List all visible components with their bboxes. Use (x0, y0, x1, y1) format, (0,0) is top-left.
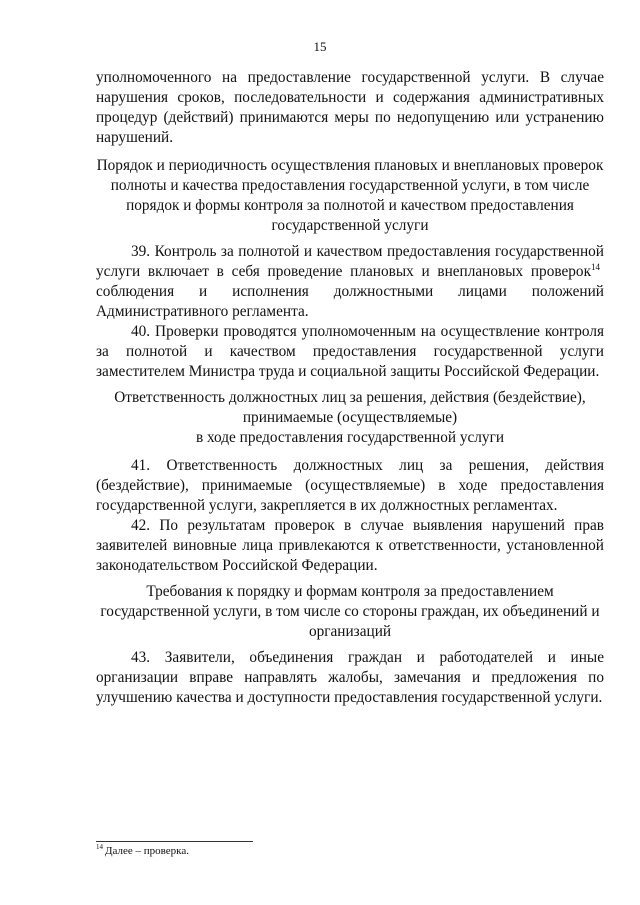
paragraph-40-line-1: 40. Проверки проводятся уполномоченным на осуществление контроля (131, 323, 604, 340)
paragraph-39-line-1: 39. Контроль за полнотой и качеством предоставления государственной (131, 243, 604, 260)
page-number: 15 (313, 39, 327, 54)
section-heading-1-line-4: государственной услуги (271, 217, 429, 234)
continuation-line-1: уполномоченного на предоставление государственной услуги. В случае (96, 69, 604, 86)
section-heading-1-line-3: порядок и формы контроля за полнотой и качеством предоставления (126, 197, 574, 214)
continuation-line-4: нарушений. (96, 129, 174, 146)
paragraph-40-line-2: за полнотой и качеством предоставления государственной услуги (96, 343, 604, 360)
footnote-mark: 14 (96, 843, 103, 851)
paragraph-42-line-2: заявителей виновные лица привлекаются к ответственности, установленной (96, 537, 604, 554)
footnote-separator (96, 841, 253, 842)
continuation-line-3: процедур (действий) принимаются меры по недопущению или устранению (96, 109, 604, 126)
paragraph-39-line-3: соблюдения и исполнения должностными лицами положений (96, 283, 604, 300)
section-heading-1-line-2: полноты и качества предоставления государственной услуги, в том числе (110, 177, 590, 194)
section-heading-3-line-1: Требования к порядку и формам контроля за предоставлением (146, 583, 554, 600)
paragraph-43-line-2: организации вправе направлять жалобы, замечания и предложения по (96, 669, 604, 686)
paragraph-43-line-1: 43. Заявители, объединения граждан и работодателей и иные (131, 649, 604, 666)
paragraph-40-line-3: заместителем Министра труда и социальной защиты Российской Федерации. (96, 363, 600, 380)
continuation-line-2: нарушения сроков, последовательности и содержания административных (96, 89, 604, 106)
paragraph-41-line-2: (бездействие), принимаемые (осуществляемые) в ходе предоставления (96, 477, 604, 494)
paragraph-42-line-3: законодательством Российской Федерации. (96, 557, 378, 574)
paragraph-39-line-4: Административного регламента. (96, 303, 309, 320)
footnote (96, 845, 189, 857)
footnote-reference: 14 (591, 262, 600, 272)
paragraph-41-line-3: государственной услуги, закрепляется в их должностных регламентах. (96, 497, 558, 514)
section-heading-2-line-2: принимаемые (осуществляемые) (242, 409, 458, 426)
paragraph-43-line-3: улучшению качества и доступности предоставления государственной услуги. (96, 689, 603, 706)
section-heading-1-line-1: Порядок и периодичность осуществления плановых и внеплановых проверок (96, 157, 604, 174)
section-heading-2-line-1: Ответственность должностных лиц за решения, действия (бездействие), (114, 389, 586, 406)
footnote-text: Далее – проверка. (105, 845, 189, 857)
section-heading-3-line-3: организаций (308, 623, 392, 640)
section-heading-3-line-2: государственной услуги, в том числе со стороны граждан, их объединений и (100, 603, 600, 620)
paragraph-41-line-1: 41. Ответственность должностных лиц за решения, действия (131, 457, 604, 474)
paragraph-39-line-2: услуги включает в себя проведение плановых и внеплановых проверок (96, 263, 591, 280)
section-heading-2-line-3: в ходе предоставления государственной услуги (195, 429, 505, 446)
paragraph-42-line-1: 42. По результатам проверок в случае выявления нарушений прав (131, 517, 604, 534)
